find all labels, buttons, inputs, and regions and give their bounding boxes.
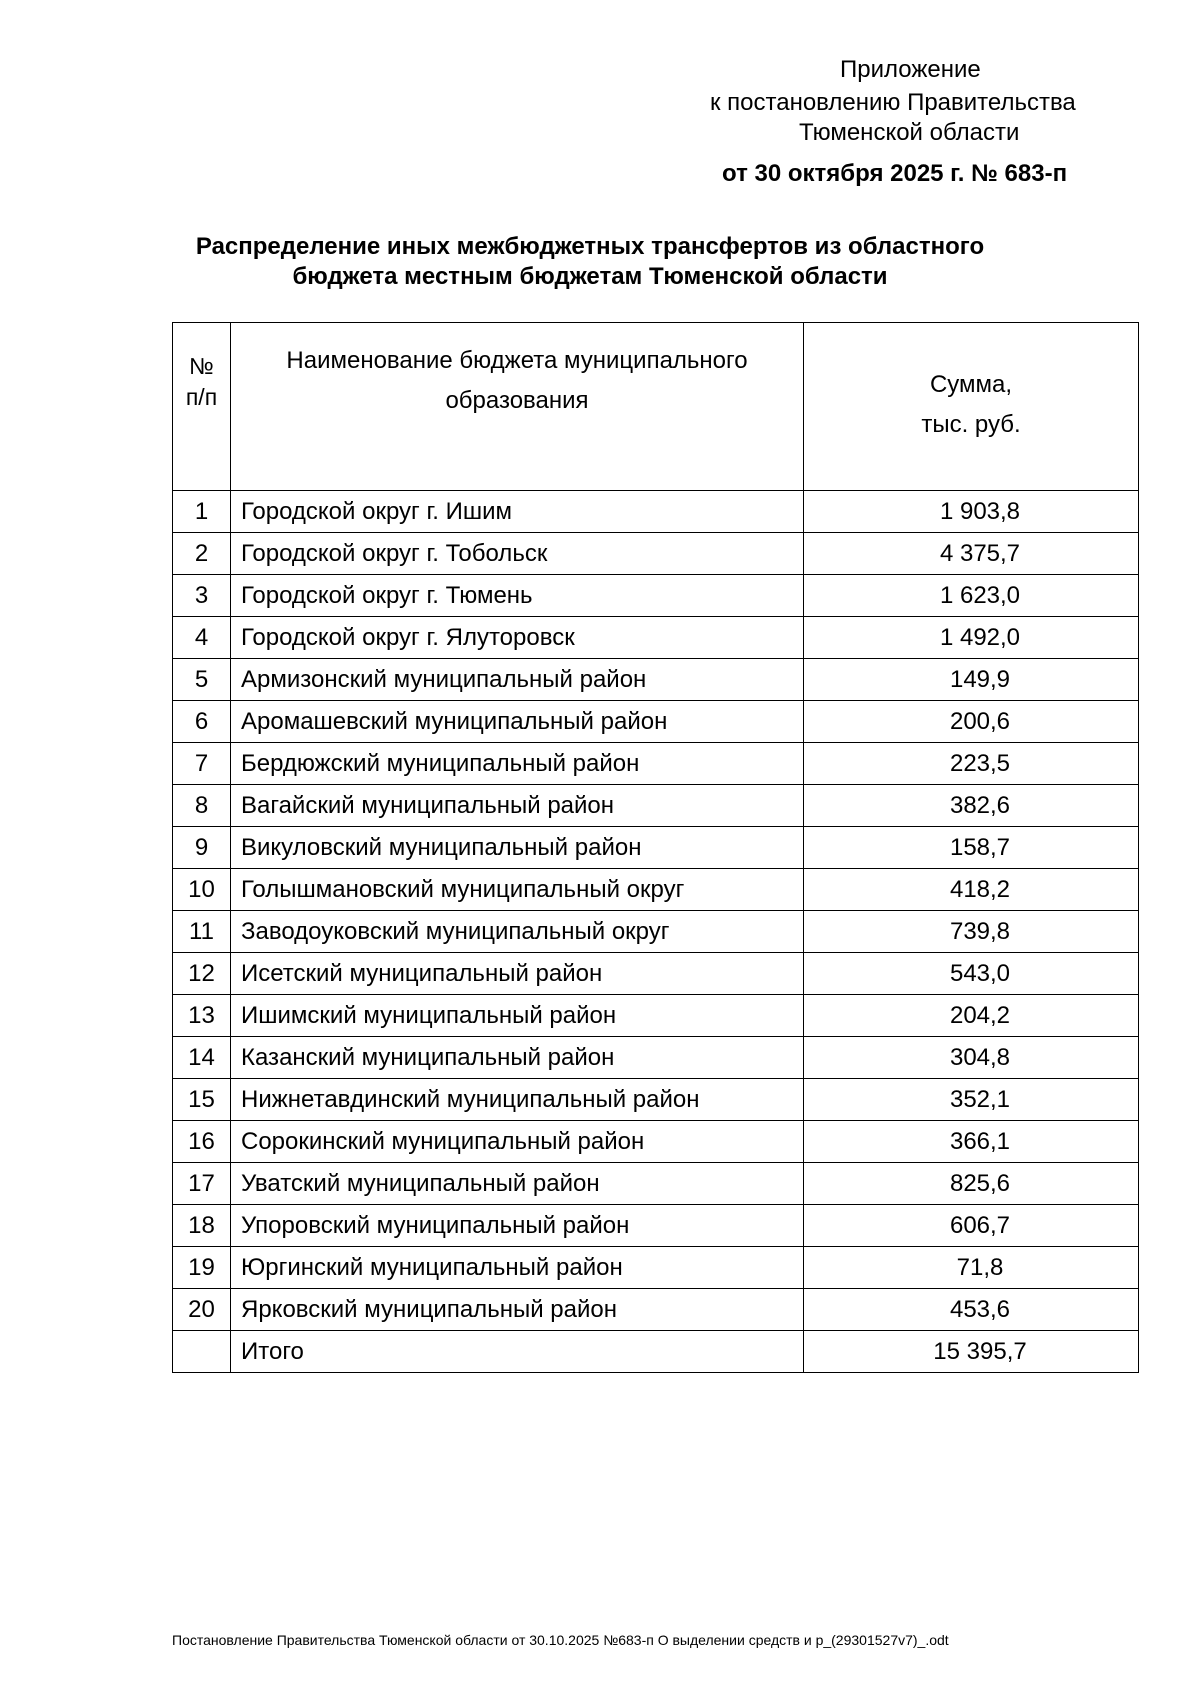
row-municipality-name: Голышмановский муниципальный округ bbox=[231, 869, 804, 911]
row-municipality-name: Аромашевский муниципальный район bbox=[231, 701, 804, 743]
row-municipality-name: Городской округ г. Ишим bbox=[231, 491, 804, 533]
row-municipality-name: Упоровский муниципальный район bbox=[231, 1205, 804, 1247]
column-header-sum bbox=[804, 323, 1139, 491]
appendix-region-line: Тюменской области bbox=[799, 119, 1020, 146]
row-sum: 606,7 bbox=[804, 1205, 1139, 1247]
appendix-block bbox=[600, 55, 1200, 195]
total-number bbox=[173, 1331, 231, 1373]
row-sum: 304,8 bbox=[804, 1037, 1139, 1079]
row-sum: 418,2 bbox=[804, 869, 1139, 911]
total-label: Итого bbox=[231, 1331, 804, 1373]
column-header-name-line-2: образования bbox=[445, 387, 589, 414]
row-number: 15 bbox=[173, 1079, 231, 1121]
table-row bbox=[173, 1079, 1139, 1121]
row-sum: 158,7 bbox=[804, 827, 1139, 869]
row-sum: 352,1 bbox=[804, 1079, 1139, 1121]
document-footer: Постановление Правительства Тюменской области от 30.10.2025 №683-п О выделении средств и р_(29301527v7)_.odt bbox=[172, 1632, 949, 1648]
table-row bbox=[173, 785, 1139, 827]
column-header-sum-line-1: Сумма, bbox=[929, 371, 1013, 398]
row-sum: 223,5 bbox=[804, 743, 1139, 785]
row-municipality-name: Армизонский муниципальный район bbox=[231, 659, 804, 701]
column-header-name-line-1: Наименование бюджета муниципального bbox=[286, 347, 748, 374]
column-header-number bbox=[173, 323, 231, 491]
row-number: 12 bbox=[173, 953, 231, 995]
row-number: 17 bbox=[173, 1163, 231, 1205]
column-header-sum-line-2: тыс. руб. bbox=[921, 411, 1021, 438]
row-municipality-name: Бердюжский муниципальный район bbox=[231, 743, 804, 785]
table-row bbox=[173, 743, 1139, 785]
row-number: 4 bbox=[173, 617, 231, 659]
row-number: 20 bbox=[173, 1289, 231, 1331]
row-number: 13 bbox=[173, 995, 231, 1037]
row-number: 18 bbox=[173, 1205, 231, 1247]
row-number: 3 bbox=[173, 575, 231, 617]
column-header-number-line-2: п/п bbox=[185, 384, 218, 410]
column-header-number-line-1: № bbox=[189, 353, 214, 379]
distribution-table bbox=[172, 322, 1139, 1373]
row-municipality-name: Юргинский муниципальный район bbox=[231, 1247, 804, 1289]
row-municipality-name: Нижнетавдинский муниципальный район bbox=[231, 1079, 804, 1121]
table-row bbox=[173, 953, 1139, 995]
row-sum: 4 375,7 bbox=[804, 533, 1139, 575]
total-row bbox=[173, 1331, 1139, 1373]
row-sum: 825,6 bbox=[804, 1163, 1139, 1205]
row-sum: 149,9 bbox=[804, 659, 1139, 701]
table-row bbox=[173, 911, 1139, 953]
table-row bbox=[173, 1289, 1139, 1331]
row-sum: 1 903,8 bbox=[804, 491, 1139, 533]
document-title-line-1: Распределение иных межбюджетных трансфертов из областного bbox=[195, 233, 985, 260]
row-sum: 1 623,0 bbox=[804, 575, 1139, 617]
row-municipality-name: Ишимский муниципальный район bbox=[231, 995, 804, 1037]
row-municipality-name: Вагайский муниципальный район bbox=[231, 785, 804, 827]
row-sum: 204,2 bbox=[804, 995, 1139, 1037]
row-municipality-name: Городской округ г. Тюмень bbox=[231, 575, 804, 617]
table-row bbox=[173, 995, 1139, 1037]
row-sum: 543,0 bbox=[804, 953, 1139, 995]
table-row bbox=[173, 1247, 1139, 1289]
row-sum: 453,6 bbox=[804, 1289, 1139, 1331]
row-municipality-name: Уватский муниципальный район bbox=[231, 1163, 804, 1205]
table-row bbox=[173, 1163, 1139, 1205]
appendix-resolution-line: к постановлению Правительства bbox=[710, 89, 1076, 116]
table-row bbox=[173, 1205, 1139, 1247]
row-number: 7 bbox=[173, 743, 231, 785]
row-sum: 366,1 bbox=[804, 1121, 1139, 1163]
row-number: 10 bbox=[173, 869, 231, 911]
table-row bbox=[173, 617, 1139, 659]
table-row bbox=[173, 1037, 1139, 1079]
row-municipality-name: Городской округ г. Тобольск bbox=[231, 533, 804, 575]
table-row bbox=[173, 491, 1139, 533]
column-header-name bbox=[231, 323, 804, 491]
row-number: 19 bbox=[173, 1247, 231, 1289]
row-number: 5 bbox=[173, 659, 231, 701]
row-number: 6 bbox=[173, 701, 231, 743]
row-municipality-name: Заводоуковский муниципальный округ bbox=[231, 911, 804, 953]
appendix-label: Приложение bbox=[840, 56, 981, 83]
total-sum: 15 395,7 bbox=[804, 1331, 1139, 1373]
row-municipality-name: Ярковский муниципальный район bbox=[231, 1289, 804, 1331]
row-number: 8 bbox=[173, 785, 231, 827]
table-header-row bbox=[173, 323, 1139, 491]
table-row bbox=[173, 869, 1139, 911]
row-number: 16 bbox=[173, 1121, 231, 1163]
row-municipality-name: Исетский муниципальный район bbox=[231, 953, 804, 995]
row-municipality-name: Викуловский муниципальный район bbox=[231, 827, 804, 869]
row-number: 2 bbox=[173, 533, 231, 575]
table-row bbox=[173, 1121, 1139, 1163]
row-sum: 71,8 bbox=[804, 1247, 1139, 1289]
table-row bbox=[173, 827, 1139, 869]
row-sum: 1 492,0 bbox=[804, 617, 1139, 659]
table-row bbox=[173, 533, 1139, 575]
row-number: 11 bbox=[173, 911, 231, 953]
document-title-line-2: бюджета местным бюджетам Тюменской области bbox=[292, 263, 888, 290]
document-title bbox=[180, 232, 1000, 292]
table-row bbox=[173, 659, 1139, 701]
row-municipality-name: Городской округ г. Ялуторовск bbox=[231, 617, 804, 659]
table-row bbox=[173, 575, 1139, 617]
row-number: 14 bbox=[173, 1037, 231, 1079]
table-body bbox=[173, 491, 1139, 1373]
row-municipality-name: Казанский муниципальный район bbox=[231, 1037, 804, 1079]
row-number: 9 bbox=[173, 827, 231, 869]
row-sum: 200,6 bbox=[804, 701, 1139, 743]
row-sum: 739,8 bbox=[804, 911, 1139, 953]
appendix-date-number: от 30 октября 2025 г. № 683-п bbox=[722, 160, 1068, 187]
table-row bbox=[173, 701, 1139, 743]
row-sum: 382,6 bbox=[804, 785, 1139, 827]
row-municipality-name: Сорокинский муниципальный район bbox=[231, 1121, 804, 1163]
row-number: 1 bbox=[173, 491, 231, 533]
